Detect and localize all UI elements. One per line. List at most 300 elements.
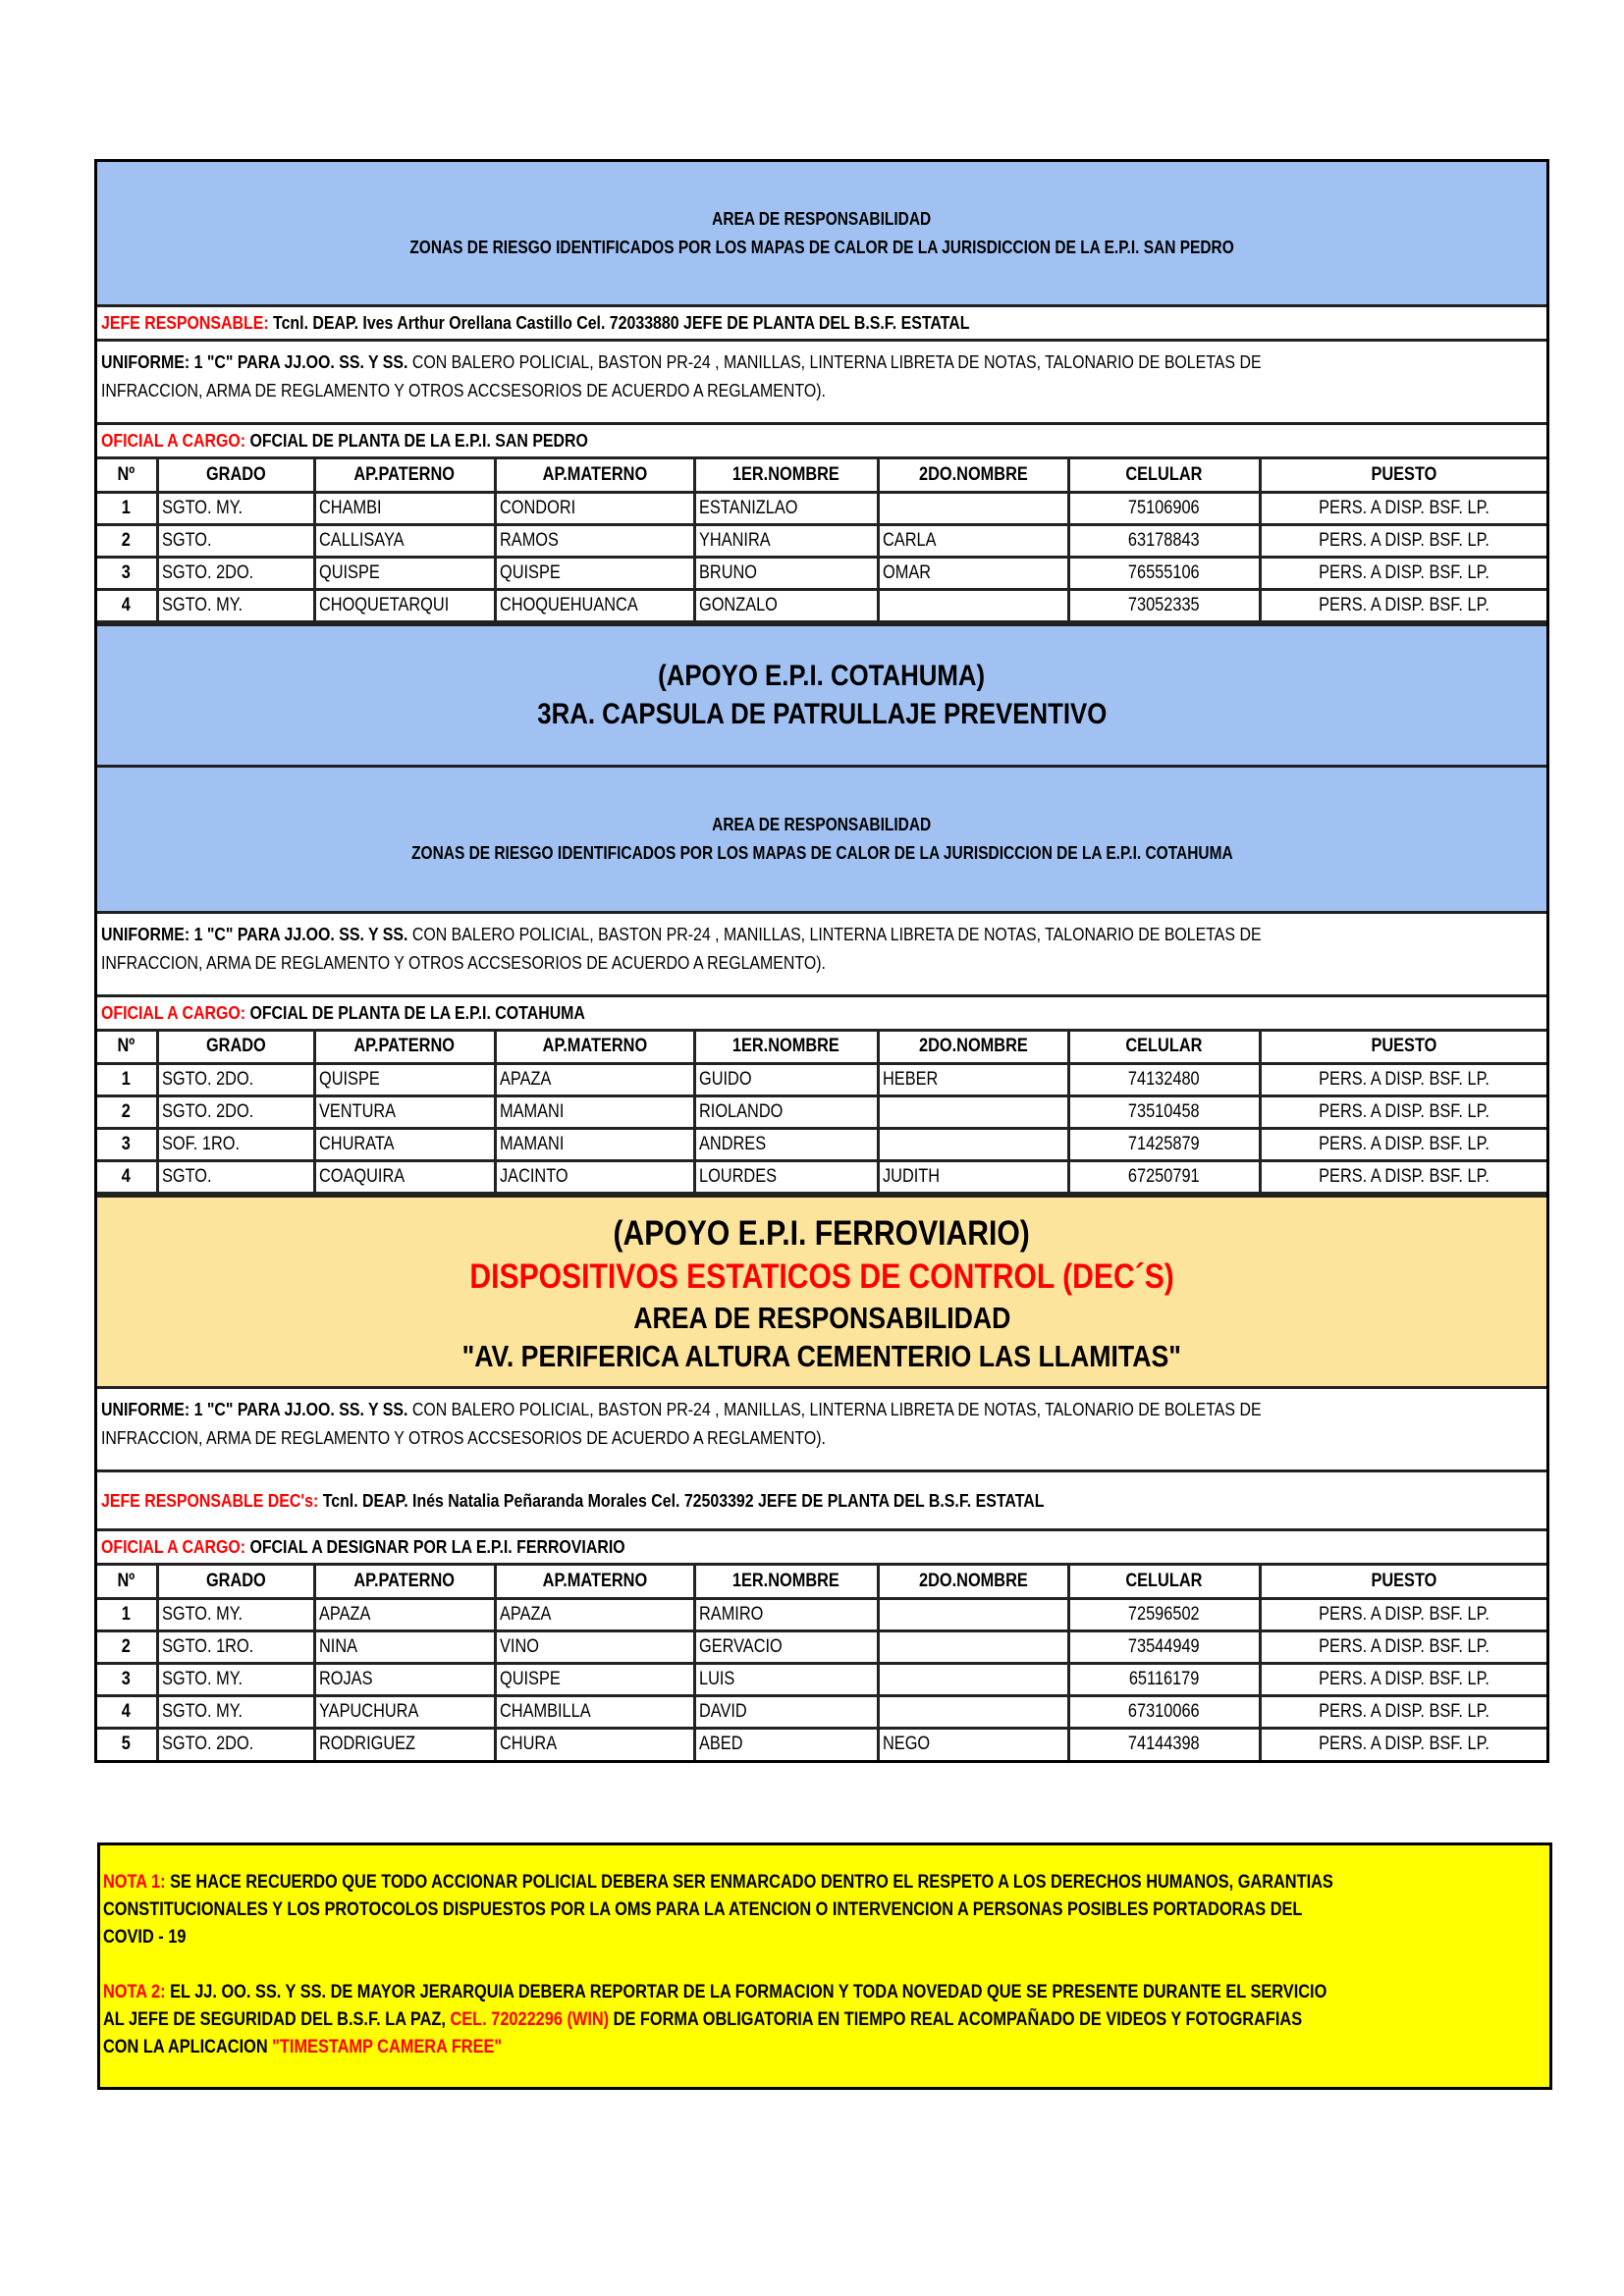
- column-header-label: PUESTO: [1371, 463, 1437, 485]
- cell-value: APAZA: [318, 1603, 370, 1625]
- area-subtitle: ZONAS DE RIESGO IDENTIFICADOS POR LOS MAPAS DE CALOR DE LA JURISDICCION DE LA E.P.I. COTAHUMA: [410, 842, 1233, 863]
- cell-value: 67310066: [1128, 1700, 1200, 1722]
- cell-ap-paterno: [314, 1598, 495, 1630]
- jefe-value: Tcnl. DEAP. Ives Arthur Orellana Castillo Cel. 72033880 JEFE DE PLANTA DEL B.S.F. ESTATAL: [268, 312, 970, 333]
- cell-puesto: [1260, 524, 1546, 557]
- cell-value: RAMOS: [499, 529, 559, 551]
- cell-value: PERS. A DISP. BSF. LP.: [1318, 1700, 1489, 1722]
- cell-ap-paterno: [314, 1728, 495, 1760]
- cell-ap-paterno: [314, 524, 495, 557]
- cell-value: 73544949: [1128, 1635, 1200, 1657]
- cell-value: PERS. A DISP. BSF. LP.: [1318, 1734, 1489, 1755]
- cell-puesto: [1260, 1096, 1546, 1129]
- cell-value: PERS. A DISP. BSF. LP.: [1318, 529, 1489, 551]
- cell-celular: [1068, 589, 1260, 621]
- column-header-label: 1ER.NOMBRE: [732, 1036, 839, 1057]
- roster-sheet: [94, 159, 1549, 1763]
- cell-primer-nombre: [694, 1064, 878, 1096]
- oficial-label: OFICIAL A CARGO:: [101, 430, 246, 451]
- cell-value: 2: [122, 1101, 132, 1122]
- cell-value: BRUNO: [698, 561, 757, 583]
- cell-value: QUISPE: [499, 561, 561, 583]
- cell-numero: [97, 1598, 157, 1630]
- cell-ap-materno: [495, 1598, 694, 1630]
- nota-2-line-3: [103, 2034, 1344, 2061]
- column-header-label: 1ER.NOMBRE: [732, 1570, 839, 1591]
- notes-box: [97, 1842, 1552, 2090]
- cell-value: 65116179: [1128, 1668, 1200, 1689]
- column-header-label: 2DO.NOMBRE: [918, 1036, 1028, 1057]
- cell-primer-nombre: [694, 1630, 878, 1663]
- cell-puesto: [1260, 1129, 1546, 1161]
- nota-1-line-3: COVID - 19: [103, 1927, 187, 1948]
- column-header-numero: [97, 459, 157, 492]
- cell-value: 73052335: [1128, 594, 1200, 615]
- nota-2-line-1: [103, 1979, 1344, 2006]
- cell-value: 67250791: [1128, 1166, 1200, 1187]
- ferroviario-jefe-row: [97, 1472, 1546, 1531]
- cell-segundo-nombre: [878, 1695, 1068, 1728]
- cell-numero: [97, 524, 157, 557]
- cell-value: PERS. A DISP. BSF. LP.: [1318, 1134, 1489, 1154]
- cell-ap-paterno: [314, 557, 495, 589]
- table-header-row: [97, 1032, 1546, 1064]
- cell-value: 1: [122, 1603, 132, 1625]
- column-header-grado: [157, 459, 314, 492]
- cell-numero: [97, 1161, 157, 1194]
- cell-celular: [1068, 1096, 1260, 1129]
- cell-value: 2: [122, 1635, 132, 1657]
- cell-grado: [157, 1663, 314, 1695]
- cotahuma-table-wrap: [97, 1032, 1546, 1199]
- cell-celular: [1068, 1161, 1260, 1194]
- cell-value: SGTO. 2DO.: [161, 561, 253, 583]
- cell-value: PERS. A DISP. BSF. LP.: [1318, 497, 1489, 518]
- oficial-label: OFICIAL A CARGO:: [101, 1001, 246, 1023]
- cell-value: SGTO. 2DO.: [161, 1734, 253, 1755]
- cell-value: MAMANI: [499, 1134, 564, 1154]
- uniforme-text-line2: INFRACCION, ARMA DE REGLAMENTO Y OTROS ACCSESORIOS DE ACUERDO A REGLAMENTO).: [101, 1427, 826, 1448]
- cell-value: SGTO. 2DO.: [161, 1101, 253, 1122]
- column-header-ap-materno: [495, 1032, 694, 1064]
- nota-1-label: NOTA 1:: [103, 1872, 166, 1893]
- cell-value: 63178843: [1128, 529, 1200, 551]
- table-row: [97, 1728, 1546, 1760]
- cell-ap-materno: [495, 589, 694, 621]
- table-row: [97, 524, 1546, 557]
- ferroviario-area-title: AREA DE RESPONSABILIDAD: [632, 1301, 1011, 1335]
- cell-value: RIOLANDO: [698, 1101, 783, 1122]
- column-header-grado: [157, 1566, 314, 1598]
- cell-primer-nombre: [694, 524, 878, 557]
- cell-grado: [157, 1728, 314, 1760]
- cell-value: GONZALO: [698, 594, 778, 615]
- nota-2-label: NOTA 2:: [103, 1982, 166, 2002]
- cell-ap-materno: [495, 524, 694, 557]
- column-header-label: AP.PATERNO: [353, 1036, 456, 1057]
- cell-celular: [1068, 1064, 1260, 1096]
- cell-value: CHOQUEHUANCA: [499, 594, 638, 615]
- cell-ap-materno: [495, 1630, 694, 1663]
- cell-numero: [97, 1096, 157, 1129]
- nota-2-app-name: "TIMESTAMP CAMERA FREE": [272, 2037, 503, 2057]
- cell-value: PERS. A DISP. BSF. LP.: [1318, 594, 1489, 615]
- cell-value: ANDRES: [698, 1134, 766, 1154]
- cell-value: 2: [122, 529, 132, 551]
- cell-ap-materno: [495, 1096, 694, 1129]
- column-header-label: 2DO.NOMBRE: [918, 1570, 1028, 1591]
- cell-primer-nombre: [694, 1161, 878, 1194]
- uniforme-label: UNIFORME: 1 "C" PARA JJ.OO. SS. Y SS.: [101, 351, 408, 372]
- column-header-label: CELULAR: [1125, 1036, 1203, 1057]
- cell-value: SGTO. MY.: [161, 1603, 243, 1625]
- cell-puesto: [1260, 1161, 1546, 1194]
- cell-primer-nombre: [694, 1728, 878, 1760]
- column-header-ap-materno: [495, 1566, 694, 1598]
- cell-puesto: [1260, 1728, 1546, 1760]
- cell-puesto: [1260, 1064, 1546, 1096]
- cell-ap-materno: [495, 1728, 694, 1760]
- cell-ap-paterno: [314, 1630, 495, 1663]
- cell-segundo-nombre: [878, 1630, 1068, 1663]
- cotahuma-area-header: [97, 768, 1546, 914]
- cell-value: 4: [122, 594, 132, 615]
- cell-value: LOURDES: [698, 1166, 777, 1187]
- cell-value: 76555106: [1128, 561, 1200, 583]
- cell-value: CALLISAYA: [318, 529, 405, 551]
- cell-grado: [157, 524, 314, 557]
- cell-value: JACINTO: [499, 1166, 568, 1187]
- table-row: [97, 1096, 1546, 1129]
- cell-segundo-nombre: [878, 1728, 1068, 1760]
- cell-primer-nombre: [694, 589, 878, 621]
- uniforme-text: CON BALERO POLICIAL, BASTON PR-24 , MANILLAS, LINTERNA LIBRETA DE NOTAS, TALONARIO DE BOLETAS DE: [407, 1399, 1262, 1419]
- column-header-label: AP.MATERNO: [542, 1036, 647, 1057]
- cell-value: VENTURA: [318, 1101, 396, 1122]
- column-header-label: GRADO: [205, 463, 266, 485]
- table-row: [97, 492, 1546, 524]
- column-header-label: CELULAR: [1125, 463, 1203, 485]
- uniforme-label: UNIFORME: 1 "C" PARA JJ.OO. SS. Y SS.: [101, 1399, 408, 1419]
- cell-puesto: [1260, 1598, 1546, 1630]
- column-header-celular: [1068, 1566, 1260, 1598]
- cell-value: CHAMBILLA: [499, 1700, 591, 1722]
- cell-numero: [97, 557, 157, 589]
- cell-value: CONDORI: [499, 497, 575, 518]
- cell-value: LUIS: [698, 1668, 734, 1689]
- san-pedro-table-wrap: [97, 459, 1546, 626]
- cell-value: ABED: [698, 1734, 743, 1755]
- cell-value: APAZA: [499, 1603, 551, 1625]
- cell-ap-materno: [495, 1129, 694, 1161]
- jefe-label: JEFE RESPONSABLE DEC's:: [101, 1489, 319, 1511]
- column-header-ap-materno: [495, 459, 694, 492]
- cell-celular: [1068, 1598, 1260, 1630]
- cell-value: 4: [122, 1166, 132, 1187]
- cell-puesto: [1260, 1630, 1546, 1663]
- table-header-row: [97, 459, 1546, 492]
- area-subtitle: ZONAS DE RIESGO IDENTIFICADOS POR LOS MAPAS DE CALOR DE LA JURISDICCION DE LA E.P.I. SAN PEDRO: [409, 237, 1234, 257]
- cell-grado: [157, 1161, 314, 1194]
- cell-primer-nombre: [694, 1096, 878, 1129]
- cell-celular: [1068, 1129, 1260, 1161]
- cell-value: SOF. 1RO.: [161, 1134, 240, 1154]
- cell-primer-nombre: [694, 1129, 878, 1161]
- column-header-numero: [97, 1032, 157, 1064]
- cell-ap-paterno: [314, 1663, 495, 1695]
- cell-ap-materno: [495, 1663, 694, 1695]
- cell-value: GERVACIO: [698, 1635, 783, 1657]
- cell-puesto: [1260, 1663, 1546, 1695]
- cell-grado: [157, 1630, 314, 1663]
- cell-value: 3: [122, 1134, 132, 1154]
- cell-celular: [1068, 1695, 1260, 1728]
- cell-puesto: [1260, 492, 1546, 524]
- uniforme-text-line2: INFRACCION, ARMA DE REGLAMENTO Y OTROS ACCSESORIOS DE ACUERDO A REGLAMENTO).: [101, 380, 826, 400]
- ferroviario-dec-title: DISPOSITIVOS ESTATICOS DE CONTROL (DEC´S): [469, 1257, 1174, 1296]
- cell-value: 3: [122, 1668, 132, 1689]
- column-header-label: AP.PATERNO: [353, 1570, 456, 1591]
- cell-puesto: [1260, 557, 1546, 589]
- ferroviario-title: (APOYO E.P.I. FERROVIARIO): [613, 1214, 1031, 1253]
- cell-ap-materno: [495, 557, 694, 589]
- san-pedro-oficial-row: [97, 425, 1546, 459]
- cell-grado: [157, 1695, 314, 1728]
- column-header-ap-paterno: [314, 459, 495, 492]
- cell-ap-materno: [495, 492, 694, 524]
- cell-value: 1: [122, 1069, 132, 1090]
- nota-2-text-b: DE FORMA OBLIGATORIA EN TIEMPO REAL ACOMPAÑADO DE VIDEOS Y FOTOGRAFIAS: [609, 2009, 1303, 2030]
- cell-value: PERS. A DISP. BSF. LP.: [1318, 561, 1489, 583]
- cell-value: RAMIRO: [698, 1603, 763, 1625]
- ferroviario-table-wrap: [97, 1566, 1546, 1760]
- san-pedro-jefe-row: [97, 307, 1546, 342]
- cell-ap-paterno: [314, 589, 495, 621]
- column-header-primer-nombre: [694, 459, 878, 492]
- column-header-label: AP.PATERNO: [353, 463, 456, 485]
- ferroviario-title-block: [97, 1198, 1546, 1389]
- cell-value: CHOQUETARQUI: [318, 594, 449, 615]
- cotahuma-title: (APOYO E.P.I. COTAHUMA): [658, 660, 986, 692]
- uniforme-text: CON BALERO POLICIAL, BASTON PR-24 , MANILLAS, LINTERNA LIBRETA DE NOTAS, TALONARIO DE BOLETAS DE: [407, 923, 1262, 944]
- table-row: [97, 1064, 1546, 1096]
- cell-segundo-nombre: [878, 1096, 1068, 1129]
- cell-value: PERS. A DISP. BSF. LP.: [1318, 1603, 1489, 1625]
- column-header-label: GRADO: [205, 1570, 266, 1591]
- cell-value: COAQUIRA: [318, 1166, 405, 1187]
- cell-ap-paterno: [314, 1695, 495, 1728]
- uniforme-text-line2: INFRACCION, ARMA DE REGLAMENTO Y OTROS ACCSESORIOS DE ACUERDO A REGLAMENTO).: [101, 951, 826, 973]
- cell-numero: [97, 1728, 157, 1760]
- cell-value: JUDITH: [882, 1166, 940, 1187]
- cell-celular: [1068, 1630, 1260, 1663]
- table-row: [97, 557, 1546, 589]
- cell-value: 71425879: [1128, 1134, 1200, 1154]
- cell-segundo-nombre: [878, 1598, 1068, 1630]
- nota-1-line-1: [103, 1869, 1344, 1896]
- cell-segundo-nombre: [878, 524, 1068, 557]
- oficial-label: OFICIAL A CARGO:: [101, 1536, 246, 1557]
- column-header-label: PUESTO: [1371, 1570, 1437, 1591]
- cell-value: YHANIRA: [698, 529, 771, 551]
- cell-celular: [1068, 492, 1260, 524]
- column-header-segundo-nombre: [878, 1032, 1068, 1064]
- column-header-grado: [157, 1032, 314, 1064]
- cotahuma-table: [97, 1032, 1546, 1196]
- cell-ap-paterno: [314, 1161, 495, 1194]
- cell-value: ROJAS: [318, 1668, 372, 1689]
- cell-value: 4: [122, 1700, 132, 1722]
- table-row: [97, 1663, 1546, 1695]
- cell-value: 74132480: [1128, 1069, 1200, 1090]
- cotahuma-subtitle: 3RA. CAPSULA DE PATRULLAJE PREVENTIVO: [536, 698, 1108, 730]
- column-header-label: 1ER.NOMBRE: [732, 463, 839, 485]
- cell-value: PERS. A DISP. BSF. LP.: [1318, 1668, 1489, 1689]
- san-pedro-table: [97, 459, 1546, 623]
- cell-grado: [157, 589, 314, 621]
- cell-value: NINA: [318, 1635, 357, 1657]
- cell-value: SGTO. 2DO.: [161, 1069, 253, 1090]
- cell-value: ESTANIZLAO: [698, 497, 797, 518]
- cell-numero: [97, 589, 157, 621]
- cell-numero: [97, 1663, 157, 1695]
- cell-value: OMAR: [882, 561, 931, 583]
- cell-value: 72596502: [1128, 1603, 1200, 1625]
- cell-value: PERS. A DISP. BSF. LP.: [1318, 1166, 1489, 1187]
- cell-segundo-nombre: [878, 1663, 1068, 1695]
- oficial-value: OFCIAL DE PLANTA DE LA E.P.I. SAN PEDRO: [245, 430, 588, 451]
- column-header-ap-paterno: [314, 1566, 495, 1598]
- cell-value: SGTO. MY.: [161, 1700, 243, 1722]
- table-row: [97, 1630, 1546, 1663]
- cell-value: VINO: [499, 1635, 539, 1657]
- nota-1-line-2: CONSTITUCIONALES Y LOS PROTOCOLOS DISPUESTOS POR LA OMS PARA LA ATENCION O INTERVENCION A PERSONAS POSIBLES PORTADORAS DEL: [103, 1899, 1303, 1920]
- column-header-label: CELULAR: [1125, 1570, 1203, 1591]
- column-header-numero: [97, 1566, 157, 1598]
- cell-celular: [1068, 524, 1260, 557]
- cell-puesto: [1260, 1695, 1546, 1728]
- cell-value: SGTO.: [161, 1166, 212, 1187]
- cell-ap-paterno: [314, 1064, 495, 1096]
- cell-grado: [157, 1096, 314, 1129]
- cell-ap-materno: [495, 1064, 694, 1096]
- cell-value: CHURA: [499, 1734, 557, 1755]
- nota-2-phone: CEL. 72022296 (WIN): [450, 2009, 610, 2030]
- column-header-segundo-nombre: [878, 1566, 1068, 1598]
- column-header-label: PUESTO: [1371, 1036, 1437, 1057]
- cell-value: NEGO: [882, 1734, 930, 1755]
- cell-segundo-nombre: [878, 557, 1068, 589]
- jefe-value: Tcnl. DEAP. Inés Natalia Peñaranda Morales Cel. 72503392 JEFE DE PLANTA DEL B.S.F. ESTATAL: [318, 1489, 1045, 1511]
- cell-grado: [157, 1598, 314, 1630]
- cell-value: GUIDO: [698, 1069, 752, 1090]
- column-header-ap-paterno: [314, 1032, 495, 1064]
- cell-value: 1: [122, 497, 132, 518]
- cell-numero: [97, 1630, 157, 1663]
- column-header-puesto: [1260, 1566, 1546, 1598]
- cell-grado: [157, 1129, 314, 1161]
- table-row: [97, 1161, 1546, 1194]
- cell-value: APAZA: [499, 1069, 551, 1090]
- cell-segundo-nombre: [878, 1161, 1068, 1194]
- table-row: [97, 1598, 1546, 1630]
- cell-value: RODRIGUEZ: [318, 1734, 415, 1755]
- column-header-label: GRADO: [205, 1036, 266, 1057]
- ferroviario-table: [97, 1566, 1546, 1760]
- area-title: AREA DE RESPONSABILIDAD: [712, 208, 932, 229]
- column-header-label: Nº: [117, 1570, 135, 1591]
- cell-grado: [157, 1064, 314, 1096]
- table-row: [97, 1695, 1546, 1728]
- column-header-label: Nº: [117, 1036, 135, 1057]
- cell-numero: [97, 492, 157, 524]
- oficial-value: OFCIAL DE PLANTA DE LA E.P.I. COTAHUMA: [245, 1001, 585, 1023]
- cell-grado: [157, 492, 314, 524]
- cell-value: PERS. A DISP. BSF. LP.: [1318, 1069, 1489, 1090]
- cell-numero: [97, 1129, 157, 1161]
- column-header-label: AP.MATERNO: [542, 1570, 647, 1591]
- cell-ap-materno: [495, 1161, 694, 1194]
- ferroviario-uniforme-row: [97, 1389, 1546, 1472]
- area-title: AREA DE RESPONSABILIDAD: [712, 814, 932, 834]
- cell-value: DAVID: [698, 1700, 747, 1722]
- nota-1-text: SE HACE RECUERDO QUE TODO ACCIONAR POLICIAL DEBERA SER ENMARCADO DENTRO EL RESPETO A LOS DERECHOS HUMANOS, GARANTIAS: [165, 1872, 1333, 1893]
- cell-value: SGTO. MY.: [161, 594, 243, 615]
- cell-value: 75106906: [1128, 497, 1200, 518]
- cell-value: PERS. A DISP. BSF. LP.: [1318, 1635, 1489, 1657]
- jefe-label: JEFE RESPONSABLE:: [101, 312, 269, 333]
- uniforme-label: UNIFORME: 1 "C" PARA JJ.OO. SS. Y SS.: [101, 923, 408, 944]
- cell-primer-nombre: [694, 1598, 878, 1630]
- cell-numero: [97, 1064, 157, 1096]
- uniforme-text: CON BALERO POLICIAL, BASTON PR-24 , MANILLAS, LINTERNA LIBRETA DE NOTAS, TALONARIO DE BOLETAS DE: [407, 351, 1262, 372]
- cell-segundo-nombre: [878, 492, 1068, 524]
- ferroviario-oficial-row: [97, 1531, 1546, 1566]
- cell-value: HEBER: [882, 1069, 938, 1090]
- table-header-row: [97, 1566, 1546, 1598]
- table-row: [97, 589, 1546, 621]
- cell-ap-materno: [495, 1695, 694, 1728]
- cell-value: 73510458: [1128, 1101, 1200, 1122]
- cell-numero: [97, 1695, 157, 1728]
- ferroviario-location: "AV. PERIFERICA ALTURA CEMENTERIO LAS LLAMITAS": [461, 1339, 1182, 1373]
- cell-value: PERS. A DISP. BSF. LP.: [1318, 1101, 1489, 1122]
- column-header-puesto: [1260, 1032, 1546, 1064]
- cell-value: CARLA: [882, 529, 936, 551]
- column-header-celular: [1068, 459, 1260, 492]
- cell-value: CHURATA: [318, 1134, 395, 1154]
- cell-value: YAPUCHURA: [318, 1700, 418, 1722]
- column-header-label: AP.MATERNO: [542, 463, 647, 485]
- cell-value: CHAMBI: [318, 497, 382, 518]
- cotahuma-oficial-row: [97, 997, 1546, 1032]
- cell-segundo-nombre: [878, 1129, 1068, 1161]
- cell-ap-paterno: [314, 1096, 495, 1129]
- cell-value: 74144398: [1128, 1734, 1200, 1755]
- nota-2-text-c: CON LA APLICACION: [103, 2037, 273, 2057]
- cell-celular: [1068, 1663, 1260, 1695]
- nota-2-line-2: [103, 2006, 1344, 2034]
- cell-value: MAMANI: [499, 1101, 564, 1122]
- cell-celular: [1068, 557, 1260, 589]
- cell-celular: [1068, 1728, 1260, 1760]
- column-header-celular: [1068, 1032, 1260, 1064]
- cell-puesto: [1260, 589, 1546, 621]
- cell-value: SGTO.: [161, 529, 212, 551]
- cell-primer-nombre: [694, 1663, 878, 1695]
- cell-value: 5: [122, 1734, 132, 1755]
- cell-value: SGTO. MY.: [161, 1668, 243, 1689]
